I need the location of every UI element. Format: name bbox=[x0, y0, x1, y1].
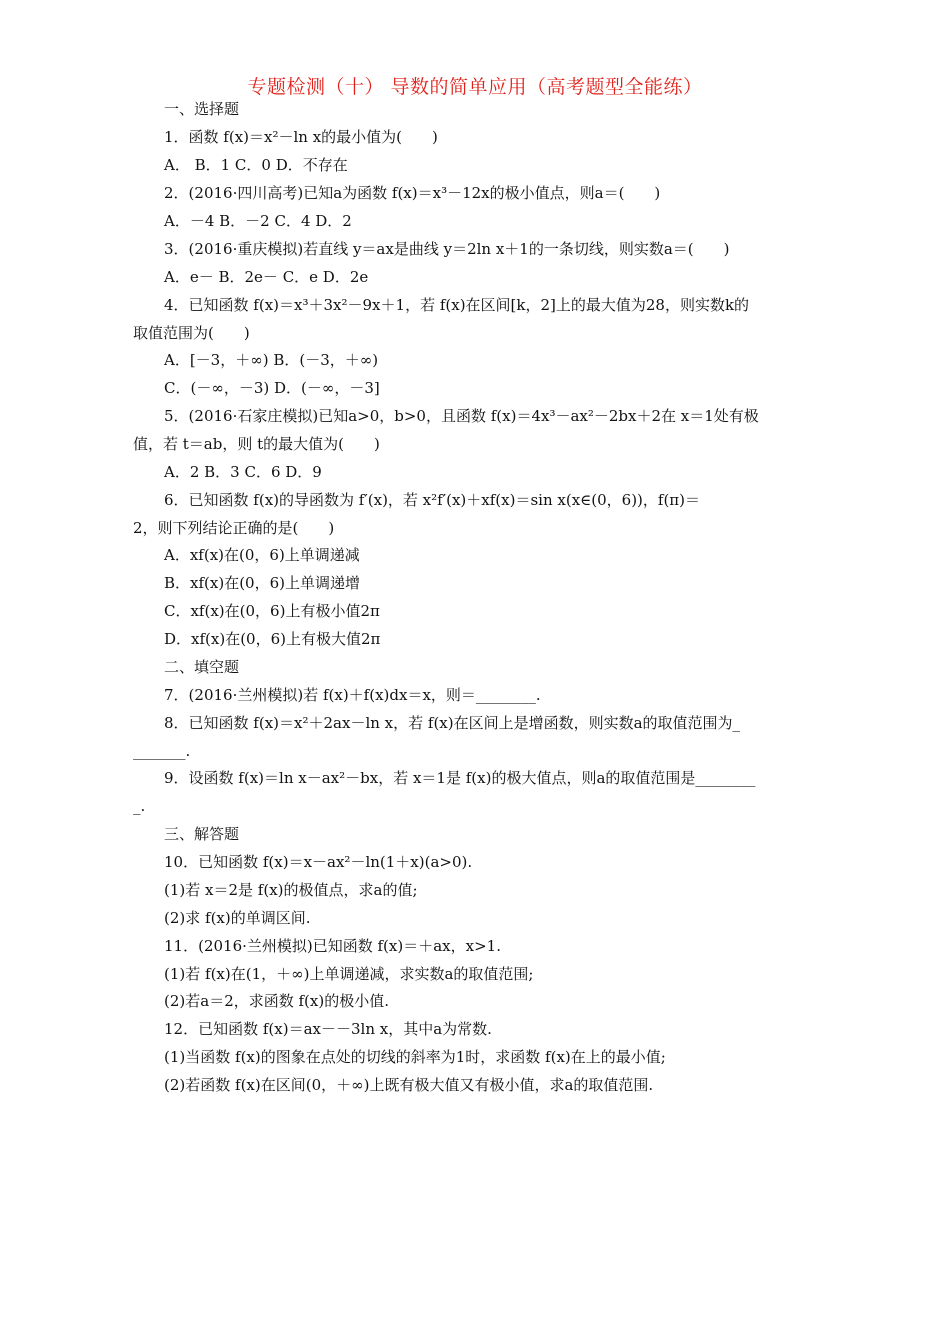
question-12-part-1: (1)当函数 f(x)的图象在点处的切线的斜率为1时，求函数 f(x)在上的最小值; bbox=[164, 1048, 666, 1066]
section-heading-choice: 一、选择题 bbox=[164, 100, 240, 118]
question-11-part-2: (2)若a＝2，求函数 f(x)的极小值. bbox=[164, 992, 389, 1010]
question-3-options: A．e－ B．2e－ C．e D．2e bbox=[164, 268, 369, 286]
question-11-part-1: (1)若 f(x)在(1，＋∞)上单调递减，求实数a的取值范围; bbox=[164, 965, 534, 983]
question-5-cont: 值，若 t＝ab，则 t的最大值为( ) bbox=[133, 435, 380, 453]
question-8: 8．已知函数 f(x)＝x²＋2ax－ln x，若 f(x)在区间上是增函数，则实数a的取值范围为_ bbox=[164, 714, 741, 732]
question-1-options: A． B．1 C．0 D．不存在 bbox=[164, 156, 348, 174]
section-heading-fill: 二、填空题 bbox=[164, 658, 240, 676]
question-8-cont: _______. bbox=[133, 742, 191, 760]
question-10-part-2: (2)求 f(x)的单调区间. bbox=[164, 909, 311, 927]
question-1: 1．函数 f(x)＝x²－ln x的最小值为( ) bbox=[164, 128, 438, 146]
question-10: 10．已知函数 f(x)＝x－ax²－ln(1＋x)(a>0). bbox=[164, 853, 473, 871]
question-2-options: A．－4 B．－2 C．4 D．2 bbox=[164, 212, 352, 230]
question-6-option-c: C．xf(x)在(0，6)上有极小值2π bbox=[164, 602, 380, 620]
question-2: 2．(2016·四川高考)已知a为函数 f(x)＝x³－12x的极小值点，则a＝( ) bbox=[164, 184, 661, 202]
question-10-part-1: (1)若 x＝2是 f(x)的极值点，求a的值; bbox=[164, 881, 418, 899]
question-6-option-a: A．xf(x)在(0，6)上单调递减 bbox=[164, 546, 360, 564]
question-6: 6．已知函数 f(x)的导函数为 f′(x)，若 x²f′(x)＋xf(x)＝sin x(x∈(0，6))，f(π)＝ bbox=[164, 491, 701, 509]
question-4-cont: 取值范围为( ) bbox=[133, 324, 250, 342]
question-12-part-2: (2)若函数 f(x)在区间(0，＋∞)上既有极大值又有极小值，求a的取值范围. bbox=[164, 1076, 654, 1094]
question-5-options: A．2 B．3 C．6 D．9 bbox=[164, 463, 322, 481]
question-4-options-ab: A．[－3，＋∞) B．(－3，＋∞) bbox=[164, 351, 379, 369]
question-9: 9．设函数 f(x)＝ln x－ax²－bx，若 x＝1是 f(x)的极大值点，则a的取值范围是________ bbox=[164, 769, 756, 787]
section-heading-solve: 三、解答题 bbox=[164, 825, 240, 843]
page-title: 专题检测（十） 导数的简单应用（高考题型全能练） bbox=[247, 76, 703, 98]
question-4-options-cd: C．(－∞，－3) D．(－∞，－3] bbox=[164, 379, 380, 397]
question-9-cont: _. bbox=[133, 797, 146, 815]
question-4: 4．已知函数 f(x)＝x³＋3x²－9x＋1，若 f(x)在区间[k，2]上的最大值为28，则实数k的 bbox=[164, 296, 750, 314]
question-6-option-b: B．xf(x)在(0，6)上单调递增 bbox=[164, 574, 360, 592]
question-12: 12．已知函数 f(x)＝ax－－3ln x，其中a为常数. bbox=[164, 1020, 492, 1038]
question-7: 7．(2016·兰州模拟)若 f(x)＋f(x)dx＝x，则＝________. bbox=[164, 686, 541, 704]
question-3: 3．(2016·重庆模拟)若直线 y＝ax是曲线 y＝2ln x＋1的一条切线，则实数a＝( ) bbox=[164, 240, 730, 258]
question-6-cont: 2，则下列结论正确的是( ) bbox=[133, 519, 335, 537]
question-6-option-d: D．xf(x)在(0，6)上有极大值2π bbox=[164, 630, 381, 648]
question-11: 11．(2016·兰州模拟)已知函数 f(x)＝＋ax，x>1. bbox=[164, 937, 501, 955]
question-5: 5．(2016·石家庄模拟)已知a>0，b>0，且函数 f(x)＝4x³－ax²－2bx＋2在 x＝1处有极 bbox=[164, 407, 759, 425]
